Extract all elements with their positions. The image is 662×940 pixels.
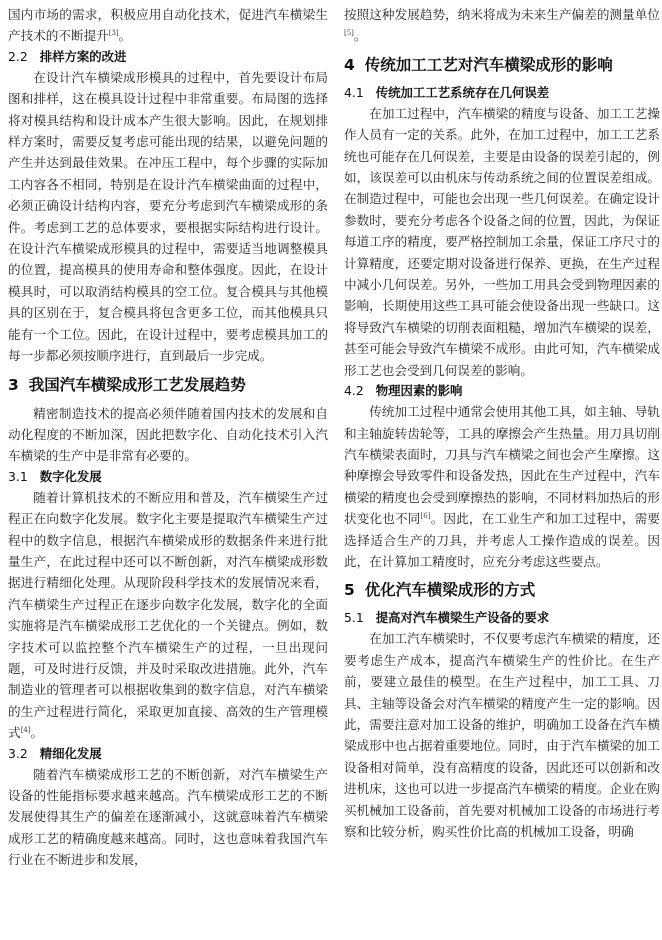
section-title: 优化汽车横梁成形的方式 [364, 581, 536, 600]
intro-end: 。 [118, 28, 132, 44]
citation-ref: [4] [20, 726, 31, 734]
section-number: 4 [344, 55, 355, 74]
section-title: 物理因素的影响 [375, 383, 463, 399]
paragraph-text-cont: 。因此，在工业生产和加工过程中，需要选择适合生产的刀具，并考虑人工操作造成的误差。因此，在计算加工精度时，应充分考虑这些要点。 [344, 511, 661, 569]
section-title: 传统加工工艺系统存在几何误差 [375, 84, 550, 100]
paragraph-text: 随着计算机技术的不断应用和普及，汽车横梁生产过程正在向数字化发展。数字化主要是提取汽车横梁生产过程中的数字信息，根据汽车横梁成形的数据条件来进行批量生产，在此过程中还可以不断创新，对汽车横梁成形数据进行精细化处理。从现阶段科学技术的发展情况来看，汽车横梁生产过程正在逐步向数字化发展，数字化的全面实施将是汽车横梁成形工艺优化的一个关键点。例如，数字技术可以监控整个汽车横梁生产的过程，一旦出现问题，可及时进行反馈，并及时采取改进措施。此外，汽车制造业的管理者可以根据收集到的数字信息，对汽车横梁的生产过程进行简化，采取更加直接、高效的生产管理模式 [8, 489, 328, 741]
section-heading-5-1 [344, 608, 660, 628]
paragraph-3-1 [8, 487, 328, 744]
paragraph-2-2: 在设计汽车横梁成形模具的过程中，首先要设计布局图和排样，这在模具设计过程中非常重要。布局图的选择将对模具结构和设计成本产生很大影响。因此，在规划排样方案时，需要反复考虑可能出现的结果，以避免问题的产生并达到最佳效果。在冲压工程中，每个步骤的实际加工内容各不相同，特别是在设计汽车横梁曲面的过程中，必须正确设计结构内容，要充分考虑到汽车横梁成形的条件。考虑到工艺的总体要求，要根据实际结构进行设计。在设计汽车横梁成形模具的过程中，需要适当地调整模具的位置，提高模具的使用寿命和整体强度。因此，在设计模具时，可以取消结构模具的空工位。复合模具与其他模具的区别在于，复合模具将包含更多工位，而其他模具只能有一个工位。因此，在设计过程中，要考虑模具加工的每一步都必须按顺序进行，直到最后一步完成。 [8, 69, 328, 364]
section-number: 3 [8, 375, 19, 394]
section-number: 3.2 [8, 745, 28, 761]
right-column [344, 4, 660, 842]
citation-ref: [3] [108, 29, 119, 38]
section-title: 精细化发展 [39, 745, 102, 761]
section-number: 4.1 [344, 84, 364, 100]
section-heading-4 [344, 54, 660, 76]
section-heading-2-2 [8, 47, 328, 67]
continued-paragraph [344, 4, 660, 47]
section-title: 我国汽车横梁成形工艺发展趋势 [28, 375, 246, 394]
intro-paragraph [8, 4, 328, 47]
section-number: 3.1 [8, 468, 28, 484]
citation-ref: [5] [344, 29, 354, 38]
paragraph-end: 。 [353, 28, 367, 44]
section-heading-3-2 [8, 744, 328, 764]
section-heading-3 [8, 374, 328, 396]
paragraph-4-1: 在加工过程中，汽车横梁的精度与设备、加工工艺操作人员有一定的关系。此外，在加工过程中，加工工艺系统也可能存在几何误差，主要是由设备的误差引起的，例如，该误差可以由机床与传动系统之间的位置误差组成。在制造过程中，可能也会出现一些几何误差。在确定设计参数时，要充分考虑各个设备之间的位置，因此，为保证每道工序的精度，要严格控制加工余量，保证工序尺寸的计算精度，还要定期对设备进行保养、更换，在生产过程中减小几何误差。另外，一些加工用具会受到物理因素的影响，长期使用这些工具可能会使设备出现一些缺口。这将导致汽车横梁的切削表面粗糙，增加汽车横梁的误差，甚至可能会导致汽车横梁不成形。由此可知，汽车横梁成形工艺也会受到几何误差的影响。 [344, 105, 660, 378]
section-number: 5 [344, 581, 355, 600]
section-heading-4-1 [344, 83, 660, 103]
paragraph-text: 传统加工过程中通常会使用其他工具，如主轴、导轨和主轴旋转齿轮等，工具的摩擦会产生热量。用刀具切削汽车横梁表面时，刀具与汽车横梁之间也会产生摩擦。这种摩擦会导致零件和设备发热，因此在生产过程中，汽车横梁的精度也会受到摩擦热的影响，不同材料加热后的形状变化也不同 [344, 404, 660, 527]
citation-ref: [6] [420, 511, 431, 520]
left-column [8, 4, 328, 871]
paragraph-end: 。 [30, 725, 44, 741]
paragraph-3-2: 随着汽车横梁成形工艺的不断创新，对汽车横梁生产设备的性能指标要求越来越高。汽车横梁成形工艺的不断发展使得其生产的偏差在逐渐减小，这就意味着汽车横梁成形工艺的精确度越来越高。同时，这也意味着我国汽车行业在不断进步和发展， [8, 766, 328, 868]
paragraph-text: 按照这种发展趋势，纳米将成为未来生产偏差的测量单位 [344, 7, 660, 22]
section-heading-4-2 [344, 381, 660, 401]
section-title: 传统加工工艺对汽车横梁成形的影响 [364, 55, 613, 74]
paragraph-3: 精密制造技术的提高必须伴随着国内技术的发展和自动化程度的不断加深，因此把数字化、自动化技术引入汽车横梁的生产中是非常有必要的。 [8, 405, 328, 464]
section-title: 排样方案的改进 [39, 48, 127, 64]
section-title: 数字化发展 [39, 468, 102, 484]
section-heading-3-1 [8, 467, 328, 487]
section-title: 提高对汽车横梁生产设备的要求 [375, 610, 550, 626]
section-number: 2.2 [8, 48, 28, 64]
section-heading-5 [344, 579, 660, 601]
paragraph-5-1: 在加工汽车横梁时，不仅要考虑汽车横梁的精度，还要考虑生产成本，提高汽车横梁生产的性价比。在生产前，要建立最佳的模型。在生产过程中，加工工具、刀具、主轴等设备会对汽车横梁的精度产生一定的影响。因此，需要注意对加工设备的维护，明确加工设备在汽车横梁成形中也占据着重要地位。同时，由于汽车横梁的加工设备相对简单，没有高精度的设备，因此还可以创新和改进机床，这也可以进一步提高汽车横梁的精度。企业在购买机械加工设备前，首先要对机械加工设备的市场进行考察和比较分析，购买性价比高的机械加工设备，明确 [344, 631, 660, 839]
paragraph-4-2 [344, 401, 660, 572]
section-number: 5.1 [344, 610, 364, 626]
section-number: 4.2 [344, 383, 364, 399]
intro-text: 国内市场的需求，积极应用自动化技术，促进汽车横梁生产技术的不断提升 [8, 7, 328, 44]
